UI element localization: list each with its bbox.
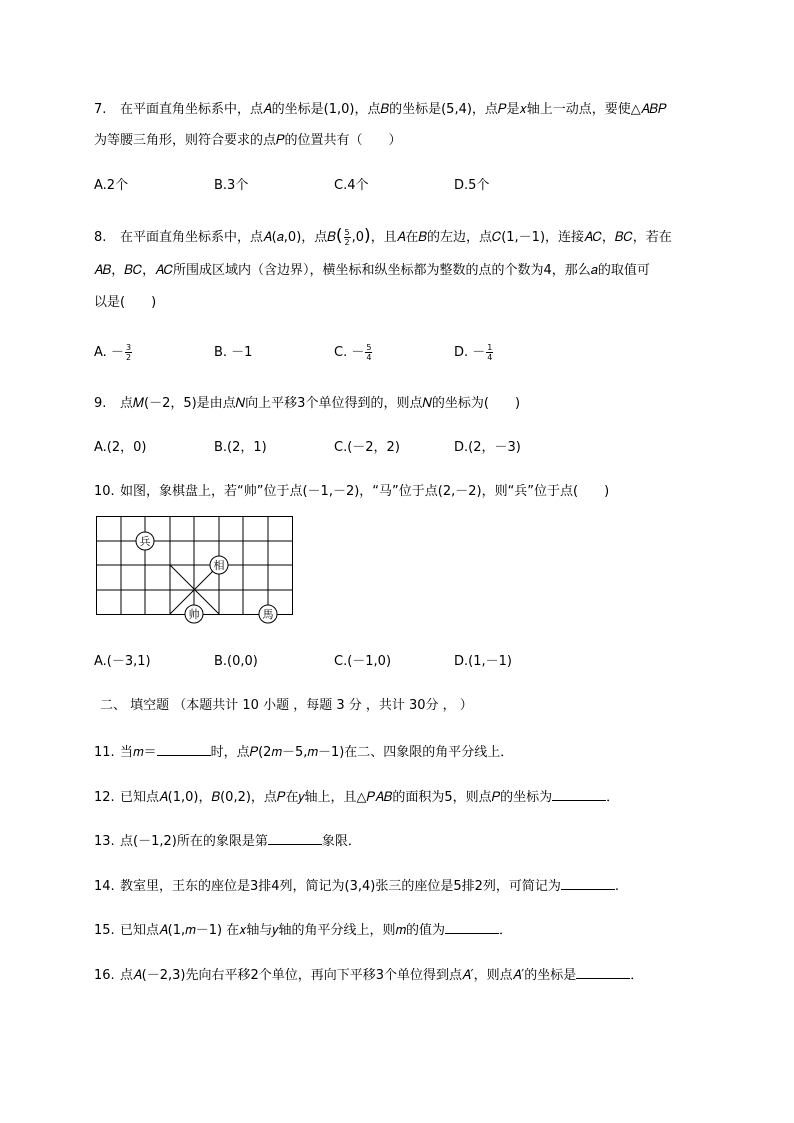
q10-stem: 如图，象棋盘上，若“帅”位于点(－1,－2)，“马”位于点(2,－2)，则“兵”位于点( ) — [120, 484, 610, 499]
q8-stem-1b: ,0 — [351, 230, 365, 245]
q9-option-d: D.(2，－3) — [454, 440, 521, 455]
q10-option-a: A.(－3,1) — [94, 654, 151, 669]
q7-number: 7. — [94, 102, 107, 117]
q9-line — [94, 394, 520, 414]
q14-answer-blank[interactable] — [561, 875, 615, 890]
q10-option-c: C.(－1,0) — [334, 654, 392, 669]
q10-line — [94, 482, 609, 502]
q8-option-c-den: 4 — [366, 353, 372, 362]
q15-line — [94, 919, 512, 941]
q8-option-d-prefix: D. － — [454, 345, 486, 360]
q13-answer-blank[interactable] — [268, 830, 322, 845]
q13-stem-after: 象限． — [321, 834, 361, 849]
q15-answer-blank[interactable] — [445, 919, 499, 934]
q7-option-c: C.4个 — [334, 178, 369, 193]
q8-stem-2: 𝐴𝐵，𝐵𝐶，𝐴𝐶所围成区域内（含边界），横坐标和纵坐标都为整数的点的个数为4，那么𝑎的取值可 — [94, 263, 650, 278]
q8-fraction — [344, 228, 351, 247]
q12-number: 12. — [94, 790, 115, 805]
q8-option-b: B. －1 — [214, 345, 253, 360]
q8-stem-1a: 在平面直角坐标系中，点𝐴(𝑎,0)，点𝐵 — [120, 230, 336, 245]
q8-option-c-prefix: C. － — [334, 345, 365, 360]
piece-bing-label: 兵 — [139, 535, 151, 548]
q8-stem-1c: ，且𝐴在𝐵的左边，点𝐶(1,－1)，连接𝐴𝐶，𝐵𝐶，若在 — [370, 230, 672, 245]
q12-answer-blank[interactable] — [552, 786, 606, 801]
q11-stem-after: 时，点𝑃(2𝑚－5,𝑚－1)在二、四象限的角平分线上． — [210, 745, 514, 760]
q16-answer-blank[interactable] — [576, 964, 630, 979]
piece-ma-label: 馬 — [262, 608, 274, 621]
q7-option-a: A.2个 — [94, 178, 129, 193]
q16-stem-after: ． — [630, 968, 644, 983]
q16-number: 16. — [94, 968, 115, 983]
q11-answer-blank[interactable] — [157, 741, 211, 756]
q14-number: 14. — [94, 879, 115, 894]
q8-option-c-num: 5 — [366, 343, 372, 352]
q8-option-c — [334, 343, 373, 363]
q14-stem-before: 教室里，王东的座位是3排4列，简记为(3,4)张三的座位是5排2列，可简记为 — [120, 879, 561, 894]
q8-paren-open: ( — [335, 226, 343, 246]
q11-stem-before: 当𝑚＝ — [120, 745, 157, 760]
piece-ma — [259, 605, 277, 623]
piece-xiang-label: 相 — [213, 559, 225, 572]
q12-stem-after: ． — [606, 790, 620, 805]
piece-bing — [136, 532, 154, 550]
q11-line — [94, 741, 513, 763]
q14-stem-after: . — [614, 879, 620, 894]
q8-stem-3: 以是( ) — [94, 295, 157, 310]
q16-stem-before: 点𝐴(－2,3)先向右平移2个单位，再向下平移3个单位得到点𝐴′，则点𝐴′的坐标是 — [120, 968, 577, 983]
q7-option-d: D.5个 — [454, 178, 490, 193]
q7-stem-1: 在平面直角坐标系中，点𝐴的坐标是(1,0)，点𝐵的坐标是(5,4)，点𝑃是𝑥轴上一动点，要使△𝐴𝐵𝑃 — [120, 102, 667, 117]
q12-stem-before: 已知点𝐴(1,0)，𝐵(0,2)，点𝑃在𝑦轴上，且△𝑃𝐴𝐵的面积为5，则点𝑃的坐标为 — [120, 790, 553, 805]
q9-stem: 点𝑀(－2，5)是由点𝑁向上平移3个单位得到的，则点𝑁的坐标为( ) — [120, 396, 521, 411]
q13-number: 13. — [94, 834, 115, 849]
piece-xiang — [210, 556, 228, 574]
q16-line — [94, 964, 643, 986]
q7-line1 — [94, 100, 667, 120]
piece-shuai — [185, 605, 203, 623]
q8-paren-close: ) — [364, 226, 371, 246]
q8-frac-num: 5 — [344, 228, 350, 237]
q9-option-c: C.(－2，2) — [334, 440, 400, 455]
q8-option-a-den: 2 — [125, 353, 132, 362]
q13-stem-before: 点(－1,2)所在的象限是第 — [120, 834, 268, 849]
q8-option-a — [94, 343, 133, 363]
q9-number: 9. — [94, 396, 107, 411]
q14-line — [94, 875, 619, 897]
q10-option-d: D.(1,－1) — [454, 654, 512, 669]
chess-board-figure — [96, 516, 296, 628]
section-2-title: 二、 填空题 （本题共计 10 小题 ，每题 3 分 ，共计 30分 ， ） — [100, 698, 473, 713]
q10-option-b: B.(0,0) — [214, 654, 258, 669]
q11-number: 11. — [94, 745, 115, 760]
q8-number: 8. — [94, 230, 107, 245]
q8-option-a-prefix: A. － — [94, 345, 124, 360]
q12-line — [94, 786, 619, 808]
piece-shuai-label: 帅 — [188, 608, 200, 621]
q8-option-d-frac — [486, 343, 493, 362]
q15-stem-before: 已知点𝐴(1,𝑚－1) 在𝑥轴与𝑦轴的角平分线上，则𝑚的值为 — [120, 923, 446, 938]
q8-line1 — [94, 226, 672, 248]
q15-stem-after: ． — [499, 923, 513, 938]
q10-number: 10. — [94, 484, 115, 499]
q8-option-c-frac — [365, 343, 372, 362]
q7-option-b: B.3个 — [214, 178, 249, 193]
q8-option-d-den: 4 — [487, 353, 493, 362]
q13-line — [94, 830, 361, 852]
board-grid — [97, 517, 293, 615]
q7-stem-2: 为等腰三角形，则符合要求的点𝑃的位置共有（ ） — [94, 133, 402, 148]
q8-option-a-num: 3 — [125, 343, 132, 352]
q8-option-a-frac — [125, 343, 132, 362]
q9-option-a: A.(2，0) — [94, 440, 147, 455]
q9-option-b: B.(2，1) — [214, 440, 267, 455]
q8-option-d-num: 1 — [487, 343, 493, 352]
q8-option-d — [454, 343, 494, 363]
q8-frac-den: 2 — [344, 238, 350, 247]
q15-number: 15. — [94, 923, 115, 938]
